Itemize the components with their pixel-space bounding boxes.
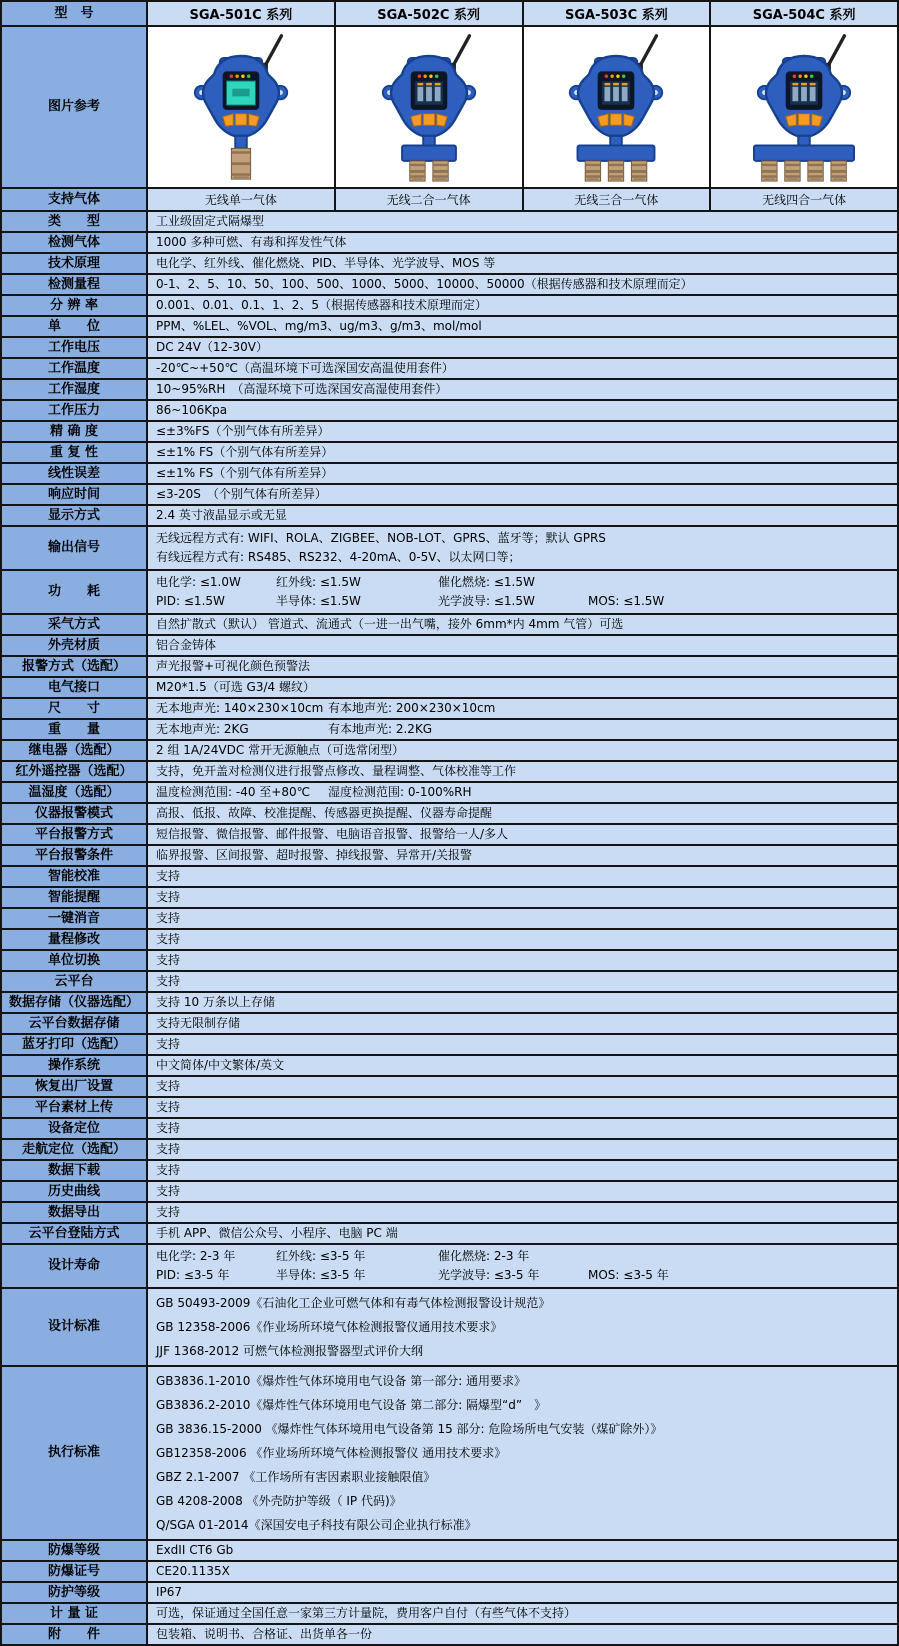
row-label: 单 位 bbox=[2, 317, 148, 336]
table-row bbox=[2, 993, 897, 1014]
row-value-cell bbox=[148, 657, 897, 676]
table-row bbox=[2, 846, 897, 867]
row-value-line: JJF 1368-2012 可燃气体检测报警器型式评价大纲 bbox=[156, 1344, 424, 1358]
row-value: 支持 bbox=[156, 1205, 181, 1219]
gas-detector-image-SGA-504C bbox=[731, 31, 877, 183]
lcd-display bbox=[226, 81, 255, 105]
table-row bbox=[2, 275, 897, 296]
sensor-probe bbox=[762, 161, 777, 181]
row-label: 一键消音 bbox=[2, 909, 148, 928]
row-value: 10~95%RH （高湿环境下可选深国安高湿使用套件） bbox=[156, 382, 448, 396]
row-value-segment: 半导体: ≤1.5W bbox=[276, 594, 361, 608]
vent-segments bbox=[223, 114, 260, 127]
vent-segments bbox=[410, 114, 447, 127]
row-value-cell bbox=[148, 1625, 897, 1644]
table-row bbox=[2, 1604, 897, 1625]
table-row bbox=[2, 1056, 897, 1077]
table-row bbox=[2, 699, 897, 720]
device-image-cell bbox=[524, 27, 712, 187]
lcd-display bbox=[790, 81, 819, 105]
row-value: 支持 bbox=[156, 932, 181, 946]
table-row bbox=[2, 951, 897, 972]
row-label: 设备定位 bbox=[2, 1119, 148, 1138]
row-value-cell bbox=[148, 1035, 897, 1054]
header-series-1: SGA-501C 系列 bbox=[148, 2, 336, 25]
gas-detector-image-SGA-503C bbox=[543, 31, 689, 183]
row-value-line: GB 50493-2009《石油化工企业可燃气体和有毒气体检测报警设计规范》 bbox=[156, 1296, 551, 1310]
table-row bbox=[2, 212, 897, 233]
device-image-cell bbox=[148, 27, 336, 187]
row-value-cell bbox=[148, 338, 897, 357]
table-row bbox=[2, 317, 897, 338]
row-label: 显示方式 bbox=[2, 506, 148, 525]
row-value-cell bbox=[148, 636, 897, 655]
row-label: 分 辨 率 bbox=[2, 296, 148, 315]
table-row bbox=[2, 443, 897, 464]
gas-detector-image-SGA-502C bbox=[356, 31, 502, 183]
row-value: 支持 bbox=[156, 1121, 181, 1135]
table-row bbox=[2, 1289, 897, 1367]
table-row bbox=[2, 1119, 897, 1140]
row-value-cell bbox=[148, 699, 897, 718]
row-value-line bbox=[156, 592, 891, 611]
row-value: 手机 APP、微信公众号、小程序、电脑 PC 端 bbox=[156, 1226, 398, 1240]
table-row bbox=[2, 1140, 897, 1161]
row-value-line: GB3836.2-2010《爆炸性气体环境用电气设备 第二部分: 隔爆型“d” 》 bbox=[156, 1398, 547, 1412]
table-row bbox=[2, 401, 897, 422]
row-value-cell bbox=[148, 720, 897, 739]
table-row bbox=[2, 380, 897, 401]
row-value-cell bbox=[148, 1140, 897, 1159]
row-value-cell bbox=[148, 1583, 897, 1602]
row-value-line bbox=[156, 573, 891, 592]
row-value-segment: 光学波导: ≤1.5W bbox=[438, 594, 535, 608]
row-label: 继电器（选配） bbox=[2, 741, 148, 760]
row-value: 支持 bbox=[156, 1142, 181, 1156]
row-value-cell bbox=[148, 1289, 897, 1365]
row-value-cell bbox=[148, 464, 897, 483]
table-row bbox=[2, 1161, 897, 1182]
row-label: 重 量 bbox=[2, 720, 148, 739]
row-value: IP67 bbox=[156, 1585, 183, 1599]
row-label: 平台报警方式 bbox=[2, 825, 148, 844]
row-label: 防爆等级 bbox=[2, 1541, 148, 1560]
row-value-cell bbox=[148, 888, 897, 907]
device-image-cell bbox=[711, 27, 897, 187]
row-value-cell bbox=[148, 485, 897, 504]
row-value-segment: 电化学: 2-3 年 bbox=[156, 1249, 236, 1263]
row-value-cell bbox=[148, 783, 897, 802]
row-value-cell bbox=[148, 804, 897, 823]
row-value-cell bbox=[148, 1604, 897, 1623]
row-value-cell bbox=[148, 1056, 897, 1075]
row-value: 86~106Kpa bbox=[156, 403, 228, 417]
row-value: 1000 多种可燃、有毒和挥发性气体 bbox=[156, 235, 347, 249]
row-value-cell bbox=[148, 571, 897, 613]
row-value: 0.001、0.01、0.1、1、2、5（根据传感器和技术原理而定） bbox=[156, 298, 488, 312]
table-row bbox=[2, 678, 897, 699]
gas-support-cell: 无线单一气体 bbox=[148, 189, 336, 210]
row-value: 工业级固定式隔爆型 bbox=[156, 214, 265, 228]
gas-detector-image-SGA-501C bbox=[168, 31, 314, 183]
table-row bbox=[2, 189, 897, 212]
row-value-cell bbox=[148, 296, 897, 315]
row-value-segment: 无本地声光: 140×230×10cm bbox=[156, 701, 324, 715]
row-value-cell bbox=[148, 1203, 897, 1222]
row-label: 电气接口 bbox=[2, 678, 148, 697]
row-value-cell bbox=[148, 1541, 897, 1560]
row-label: 检测量程 bbox=[2, 275, 148, 294]
row-label: 走航定位（选配） bbox=[2, 1140, 148, 1159]
row-value-cell bbox=[148, 1119, 897, 1138]
row-value: 中文简体/中文繁体/英文 bbox=[156, 1058, 285, 1072]
table-row bbox=[2, 422, 897, 443]
row-value: DC 24V（12-30V） bbox=[156, 340, 268, 354]
row-value: -20℃~+50℃（高温环境下可选深国安高温使用套件） bbox=[156, 361, 454, 375]
sensor-probe bbox=[808, 161, 823, 181]
table-row bbox=[2, 1014, 897, 1035]
row-value-cell bbox=[148, 254, 897, 273]
table-row bbox=[2, 27, 897, 189]
row-value-line: GB 3836.15-2000 《爆炸性气体环境用电气设备第 15 部分: 危险场所电气安装（煤矿除外）》 bbox=[156, 1422, 663, 1436]
row-label: 采气方式 bbox=[2, 615, 148, 634]
row-value: ExdII CT6 Gb bbox=[156, 1543, 234, 1557]
row-label: 智能提醒 bbox=[2, 888, 148, 907]
sensor-probe bbox=[831, 161, 846, 181]
row-label: 仪器报警模式 bbox=[2, 804, 148, 823]
row-label: 数据导出 bbox=[2, 1203, 148, 1222]
row-value-segment: 催化燃烧: 2-3 年 bbox=[438, 1249, 530, 1263]
row-value-cell bbox=[148, 615, 897, 634]
row-label: 检测气体 bbox=[2, 233, 148, 252]
manifold bbox=[402, 145, 456, 160]
sensor-probe bbox=[231, 148, 250, 179]
row-value-cell bbox=[148, 993, 897, 1012]
table-row bbox=[2, 1035, 897, 1056]
row-label: 工作压力 bbox=[2, 401, 148, 420]
table-row bbox=[2, 657, 897, 678]
table-row bbox=[2, 1367, 897, 1541]
row-label: 图片参考 bbox=[2, 27, 148, 187]
row-value: 自然扩散式（默认） 管道式、流通式（一进一出气嘴，接外 6mm*内 4mm 气管）可选 bbox=[156, 617, 624, 631]
row-value-line: 有线远程方式有: RS485、RS232、4-20mA、0-5V、以太网口等； bbox=[156, 550, 521, 564]
row-label: 功 耗 bbox=[2, 571, 148, 613]
row-value: ≤±1% FS（个别气体有所差异） bbox=[156, 445, 334, 459]
row-value: 高报、低报、故障、校准提醒、传感器更换提醒、仪器寿命提醒 bbox=[156, 806, 493, 820]
row-value: 支持 bbox=[156, 953, 181, 967]
header-series-3: SGA-503C 系列 bbox=[524, 2, 712, 25]
row-value-segment: 红外线: ≤1.5W bbox=[276, 575, 361, 589]
row-value-cell bbox=[148, 909, 897, 928]
row-label: 云平台登陆方式 bbox=[2, 1224, 148, 1243]
row-label: 响应时间 bbox=[2, 485, 148, 504]
table-row bbox=[2, 762, 897, 783]
row-value-line: GB 12358-2006《作业场所环境气体检测报警仪通用技术要求》 bbox=[156, 1320, 503, 1334]
row-value: 支持 bbox=[156, 1163, 181, 1177]
row-value-line bbox=[156, 1266, 891, 1285]
row-label: 历史曲线 bbox=[2, 1182, 148, 1201]
table-row bbox=[2, 888, 897, 909]
row-value-segment: PID: ≤3-5 年 bbox=[156, 1268, 230, 1282]
row-label: 计 量 证 bbox=[2, 1604, 148, 1623]
table-row bbox=[2, 1203, 897, 1224]
header-row bbox=[2, 2, 897, 27]
row-value: PPM、%LEL、%VOL、mg/m3、ug/m3、g/m3、mol/mol bbox=[156, 319, 482, 333]
row-label: 外壳材质 bbox=[2, 636, 148, 655]
table-row bbox=[2, 1224, 897, 1245]
device-image-cell bbox=[336, 27, 524, 187]
row-label: 精 确 度 bbox=[2, 422, 148, 441]
row-label: 云平台数据存储 bbox=[2, 1014, 148, 1033]
header-columns bbox=[148, 2, 897, 25]
row-value: 短信报警、微信报警、邮件报警、电脑语音报警、报警给一人/多人 bbox=[156, 827, 509, 841]
row-label: 重 复 性 bbox=[2, 443, 148, 462]
row-value-cell bbox=[148, 825, 897, 844]
row-cells bbox=[148, 189, 897, 210]
row-value-cell bbox=[148, 275, 897, 294]
row-label: 报警方式（选配） bbox=[2, 657, 148, 676]
row-value-segment: 红外线: ≤3-5 年 bbox=[276, 1249, 366, 1263]
row-value-cell bbox=[148, 422, 897, 441]
sensor-probe bbox=[409, 161, 424, 181]
header-series-2: SGA-502C 系列 bbox=[336, 2, 524, 25]
row-value: 支持 10 万条以上存储 bbox=[156, 995, 275, 1009]
table-row bbox=[2, 615, 897, 636]
row-label: 防护等级 bbox=[2, 1583, 148, 1602]
row-value-cell bbox=[148, 1562, 897, 1581]
vent-segments bbox=[598, 114, 635, 127]
row-value: 支持 bbox=[156, 869, 181, 883]
row-label: 设计标准 bbox=[2, 1289, 148, 1365]
row-value-cell bbox=[148, 401, 897, 420]
sensor-probe bbox=[609, 161, 624, 181]
row-value-line: Q/SGA 01-2014《深国安电子科技有限公司企业执行标准》 bbox=[156, 1518, 477, 1532]
row-value: ≤±1% FS（个别气体有所差异） bbox=[156, 466, 334, 480]
row-label: 平台报警条件 bbox=[2, 846, 148, 865]
table-row bbox=[2, 783, 897, 804]
device-images bbox=[148, 27, 897, 187]
table-row bbox=[2, 909, 897, 930]
row-value-cell bbox=[148, 1014, 897, 1033]
row-value-cell bbox=[148, 506, 897, 525]
row-label: 平台素材上传 bbox=[2, 1098, 148, 1117]
table-row bbox=[2, 804, 897, 825]
row-value-line: GB3836.1-2010《爆炸性气体环境用电气设备 第一部分: 通用要求》 bbox=[156, 1374, 527, 1388]
row-label: 线性误差 bbox=[2, 464, 148, 483]
row-value: 支持，免开盖对检测仪进行报警点修改、量程调整、气体校准等工作 bbox=[156, 764, 517, 778]
row-value-cell bbox=[148, 212, 897, 231]
table-row bbox=[2, 1541, 897, 1562]
gas-support-cell: 无线三合一气体 bbox=[524, 189, 712, 210]
row-value-cell bbox=[148, 1077, 897, 1096]
row-value-cell bbox=[148, 1245, 897, 1287]
table-row bbox=[2, 506, 897, 527]
row-value: 2.4 英寸液晶显示或无显 bbox=[156, 508, 287, 522]
table-row bbox=[2, 1182, 897, 1203]
row-value: 临界报警、区间报警、超时报警、掉线报警、异常开/关报警 bbox=[156, 848, 473, 862]
row-value: 支持 bbox=[156, 1184, 181, 1198]
row-value-cell bbox=[148, 359, 897, 378]
row-label: 设计寿命 bbox=[2, 1245, 148, 1287]
table-row bbox=[2, 254, 897, 275]
table-row bbox=[2, 464, 897, 485]
table-row bbox=[2, 1077, 897, 1098]
row-value-segment: 温度检测范围: -40 至+80℃ bbox=[156, 785, 311, 799]
sensor-probe bbox=[432, 161, 447, 181]
table-row bbox=[2, 1625, 897, 1644]
row-value: 支持 bbox=[156, 890, 181, 904]
table-row bbox=[2, 359, 897, 380]
table-row bbox=[2, 636, 897, 657]
row-value: ≤±3%FS（个别气体有所差异） bbox=[156, 424, 330, 438]
row-value-cell bbox=[148, 380, 897, 399]
row-label: 技术原理 bbox=[2, 254, 148, 273]
row-value: M20*1.5（可选 G3/4 螺纹） bbox=[156, 680, 315, 694]
row-value-cell bbox=[148, 1161, 897, 1180]
vent-segments bbox=[786, 114, 823, 127]
sensor-probe bbox=[586, 161, 601, 181]
row-value: 支持 bbox=[156, 1037, 181, 1051]
row-label: 工作湿度 bbox=[2, 380, 148, 399]
table-row bbox=[2, 1245, 897, 1289]
table-row bbox=[2, 1562, 897, 1583]
table-row bbox=[2, 930, 897, 951]
row-value: 支持无限制存储 bbox=[156, 1016, 241, 1030]
header-model-label: 型 号 bbox=[2, 2, 148, 25]
row-value: CE20.1135X bbox=[156, 1564, 230, 1578]
row-label: 工作电压 bbox=[2, 338, 148, 357]
row-value-cell bbox=[148, 317, 897, 336]
row-label: 智能校准 bbox=[2, 867, 148, 886]
row-value-cell bbox=[148, 930, 897, 949]
row-value-segment: 湿度检测范围: 0-100%RH bbox=[328, 785, 472, 799]
row-label: 工作温度 bbox=[2, 359, 148, 378]
row-value: 支持 bbox=[156, 1100, 181, 1114]
row-value-line: GBZ 2.1-2007 《工作场所有害因素职业接触限值》 bbox=[156, 1470, 436, 1484]
row-value-cell bbox=[148, 1224, 897, 1243]
row-label: 附 件 bbox=[2, 1625, 148, 1644]
row-value-cell bbox=[148, 846, 897, 865]
row-label: 温湿度（选配） bbox=[2, 783, 148, 802]
row-value: 电化学、红外线、催化燃烧、PID、半导体、光学波导、MOS 等 bbox=[156, 256, 496, 270]
sensor-probe bbox=[785, 161, 800, 181]
row-label: 执行标准 bbox=[2, 1367, 148, 1539]
row-label: 红外遥控器（选配） bbox=[2, 762, 148, 781]
row-value-cell bbox=[148, 867, 897, 886]
row-value-cell bbox=[148, 762, 897, 781]
table-row bbox=[2, 825, 897, 846]
row-value: 2 组 1A/24VDC 常开无源触点（可选常闭型） bbox=[156, 743, 405, 757]
header-series-4: SGA-504C 系列 bbox=[711, 2, 897, 25]
row-value-segment: MOS: ≤1.5W bbox=[588, 594, 665, 608]
row-label: 蓝牙打印（选配） bbox=[2, 1035, 148, 1054]
manifold bbox=[578, 145, 655, 160]
row-value-line: GB12358-2006 《作业场所环境气体检测报警仪 通用技术要求》 bbox=[156, 1446, 507, 1460]
gas-support-cell: 无线四合一气体 bbox=[711, 189, 897, 210]
table-row bbox=[2, 1098, 897, 1119]
row-label: 云平台 bbox=[2, 972, 148, 991]
table-row bbox=[2, 296, 897, 317]
row-label: 支持气体 bbox=[2, 189, 148, 210]
row-value-cell bbox=[148, 443, 897, 462]
table-row bbox=[2, 867, 897, 888]
row-value: 可选，保证通过全国任意一家第三方计量院，费用客户自付（有些气体不支持） bbox=[156, 1606, 577, 1620]
row-value-cell bbox=[148, 951, 897, 970]
row-value: 包装箱、说明书、合格证、出货单各一份 bbox=[156, 1627, 373, 1641]
row-value: 0-1、2、5、10、50、100、500、1000、5000、10000、50000（根据传感器和技术原理而定） bbox=[156, 277, 693, 291]
gas-support-cell: 无线二合一气体 bbox=[336, 189, 524, 210]
neck bbox=[235, 136, 247, 149]
row-value-segment: 半导体: ≤3-5 年 bbox=[276, 1268, 366, 1282]
manifold bbox=[754, 145, 854, 160]
table-row bbox=[2, 527, 897, 571]
row-value-segment: 有本地声光: 2.2KG bbox=[328, 722, 433, 736]
row-value-segment: 电化学: ≤1.0W bbox=[156, 575, 241, 589]
row-label: 恢复出厂设置 bbox=[2, 1077, 148, 1096]
row-value-segment: PID: ≤1.5W bbox=[156, 594, 225, 608]
row-value-segment: MOS: ≤3-5 年 bbox=[588, 1268, 669, 1282]
row-label: 量程修改 bbox=[2, 930, 148, 949]
row-value-cell bbox=[148, 678, 897, 697]
row-value: ≤3-20S （个别气体有所差异） bbox=[156, 487, 327, 501]
row-value-segment: 光学波导: ≤3-5 年 bbox=[438, 1268, 540, 1282]
row-value-line bbox=[156, 701, 891, 716]
row-label: 输出信号 bbox=[2, 527, 148, 569]
table-row bbox=[2, 571, 897, 615]
table-row bbox=[2, 233, 897, 254]
row-value: 铝合金铸体 bbox=[156, 638, 217, 652]
lcd-display bbox=[414, 81, 443, 105]
row-value-cell bbox=[148, 1182, 897, 1201]
row-label: 数据存储（仪器选配） bbox=[2, 993, 148, 1012]
lcd-display bbox=[602, 81, 631, 105]
row-value: 声光报警+可视化颜色预警法 bbox=[156, 659, 311, 673]
row-label: 操作系统 bbox=[2, 1056, 148, 1075]
row-label: 单位切换 bbox=[2, 951, 148, 970]
row-value-line: 无线远程方式有: WIFI、ROLA、ZIGBEE、NOB-LOT、GPRS、蓝牙等；默认 GPRS bbox=[156, 531, 606, 545]
row-value-segment: 有本地声光: 200×230×10cm bbox=[328, 701, 496, 715]
row-value: 支持 bbox=[156, 1079, 181, 1093]
row-value-cell bbox=[148, 527, 897, 569]
table-row bbox=[2, 1583, 897, 1604]
row-label: 数据下载 bbox=[2, 1161, 148, 1180]
row-value-line bbox=[156, 722, 891, 737]
row-value-cell bbox=[148, 1367, 897, 1539]
row-value: 支持 bbox=[156, 974, 181, 988]
table-row bbox=[2, 485, 897, 506]
row-value-cell bbox=[148, 1098, 897, 1117]
row-value-cell bbox=[148, 741, 897, 760]
table-row bbox=[2, 338, 897, 359]
row-value-segment: 无本地声光: 2KG bbox=[156, 722, 249, 736]
table-row bbox=[2, 972, 897, 993]
row-label: 类 型 bbox=[2, 212, 148, 231]
row-value-segment: 催化燃烧: ≤1.5W bbox=[438, 575, 535, 589]
row-value: 支持 bbox=[156, 911, 181, 925]
row-value-line: GB 4208-2008 《外壳防护等级（ IP 代码)》 bbox=[156, 1494, 402, 1508]
row-value-cell bbox=[148, 972, 897, 991]
row-value-line bbox=[156, 1247, 891, 1266]
sensor-probe bbox=[632, 161, 647, 181]
table-row bbox=[2, 720, 897, 741]
row-value-cell bbox=[148, 233, 897, 252]
row-label: 防爆证号 bbox=[2, 1562, 148, 1581]
table-row bbox=[2, 741, 897, 762]
row-label: 尺 寸 bbox=[2, 699, 148, 718]
row-value-line bbox=[156, 785, 891, 800]
